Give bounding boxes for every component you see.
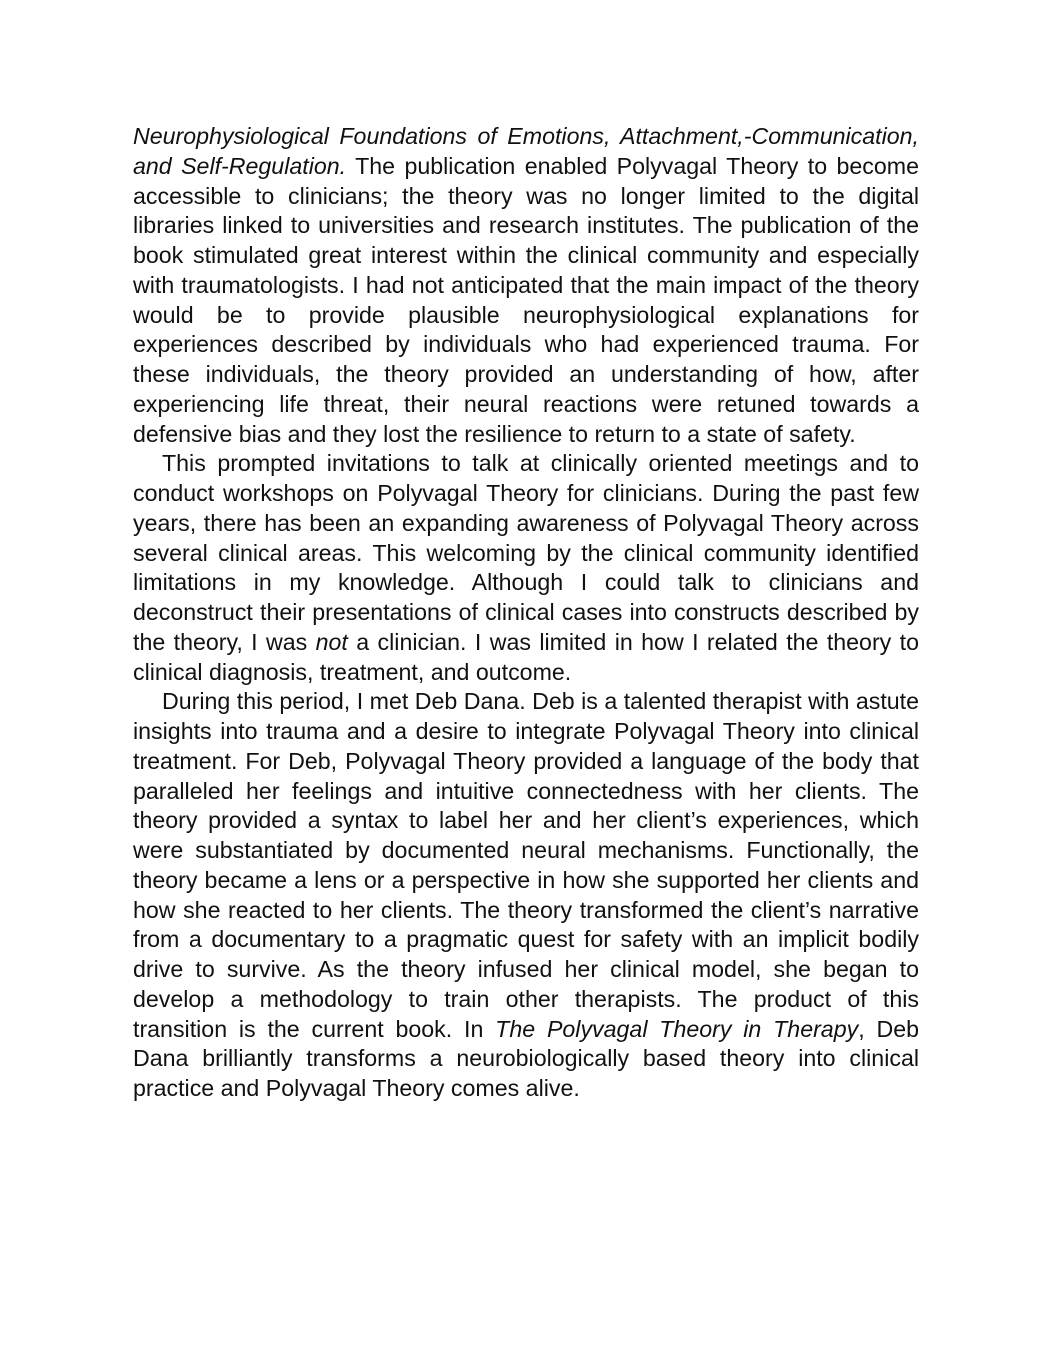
paragraph-3-text-after: , Deb Dana brilliantly transforms a neurobiologically based theory into clinical practice and Polyvagal Theory comes alive. [133, 1015, 919, 1101]
paragraph-2-text-before: This prompted invitations to talk at clinically oriented meetings and to conduct workshops on Polyvagal Theory for clinicians. During the past few years, there has been an expanding awareness of Polyvagal Theory across several clinical areas. This welcoming by the clinical community identified limitations in my knowledge. Although I could talk to clinicians and deconstruct their presentations of clinical cases into constructs described by the theory, I was [133, 450, 919, 655]
paragraph-2 [133, 449, 919, 687]
paragraph-1 [133, 122, 919, 449]
paragraph-2-text-after: a clinician. I was limited in how I related the theory to clinical diagnosis, treatment, and outcome. [133, 628, 919, 685]
emphasis-word: not [315, 628, 348, 655]
body-text [133, 122, 919, 1104]
paragraph-1-text: The publication enabled Polyvagal Theory to become accessible to clinicians; the theory was no longer limited to the digital libraries linked to universities and research institutes. The publication of the book stimulated great interest within the clinical community and especially with traumatologists. I had not anticipated that the main impact of the theory would be to provide plausible neurophysiological explanations for experiences described by individuals who had experienced trauma. For these individuals, the theory provided an understanding of how, after experiencing life threat, their neural reactions were retuned towards a defensive bias and they lost the resilience to return to a state of safety. [133, 152, 920, 447]
paragraph-3 [133, 687, 919, 1104]
paragraph-3-text-before: During this period, I met Deb Dana. Deb is a talented therapist with astute insights into trauma and a desire to integrate Polyvagal Theory into clinical treatment. For Deb, Polyvagal Theory provided a language of the body that paralleled her feelings and intuitive connectedness with her clients. The theory provided a syntax to label her and her client’s experiences, which were substantiated by documented neural mechanisms. Functionally, the theory became a lens or a perspective in how she supported her clients and how she reacted to her clients. The theory transformed the client’s narrative from a documentary to a pragmatic quest for safety with an implicit bodily drive to survive. As the theory infused her clinical model, she began to develop a methodology to train other therapists. The product of this transition is the current book. In [133, 688, 919, 1042]
cited-book-title: Neurophysiological Foundations of Emotions, Attachment,-Communication, and Self-Regulation. [133, 123, 919, 179]
book-title: The Polyvagal Theory in Therapy [495, 1015, 859, 1042]
